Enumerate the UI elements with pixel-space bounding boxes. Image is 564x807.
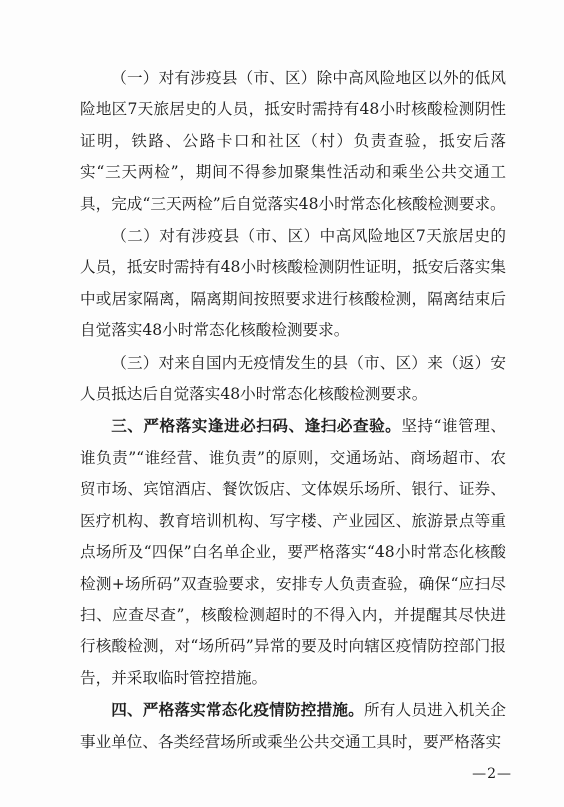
section-four-paragraph [80,694,506,758]
page-number: —2— [472,766,512,782]
paragraph-item-1 [80,62,506,220]
paragraph-item-2 [80,220,506,347]
document-body [80,62,506,758]
section-three-heading: 三、严格落实逢进必扫码、逢扫必查验。 [111,416,402,436]
paragraph-item-3 [80,347,506,411]
section-three-text: 坚持“谁管理、谁负责”“谁经营、谁负责”的原则，交通场站、商场超市、农贸市场、宾馆酒店、餐饮饭店、文体娱乐场所、银行、证券、医疗机构、教育培训机构、写字楼、产业园区、旅游景点等重点场所及“四保”白名单企业，要严格落实“48小时常态化核酸检测+场所码”双查验要求，安排专人负责查验，确保“应扫尽扫、应查尽查”，核酸检测超时的不得入内，并提醒其尽快进行核酸检测，对“场所码”异常的要及时向辖区疫情防控部门报告，并采取临时管控措施。 [80,417,506,687]
paragraph-text: （二）对有涉疫县（市、区）中高风险地区7天旅居史的人员，抵安时需持有48小时核酸检测阴性证明，抵安后落实集中或居家隔离，隔离期间按照要求进行核酸检测，隔离结束后自觉落实48小时常态化核酸检测要求。 [80,227,506,340]
paragraph-text: （三）对来自国内无疫情发生的县（市、区）来（返）安人员抵达后自觉落实48小时常态化核酸检测要求。 [80,353,506,404]
section-three-paragraph [80,410,506,694]
section-four-text: 所有人员进入机关企事业单位、各类经营场所或乘坐公共交通工具时，要严格落实 [80,701,506,751]
section-four-heading: 四、严格落实常态化疫情防控措施。 [111,700,364,720]
paragraph-text: （一）对有涉疫县（市、区）除中高风险地区以外的低风险地区7天旅居史的人员，抵安时需持有48小时核酸检测阴性证明，铁路、公路卡口和社区（村）负责查验，抵安后落实“三天两检”，期间不得参加聚集性活动和乘坐公共交通工具，完成“三天两检”后自觉落实48小时常态化核酸检测要求。 [80,69,506,213]
